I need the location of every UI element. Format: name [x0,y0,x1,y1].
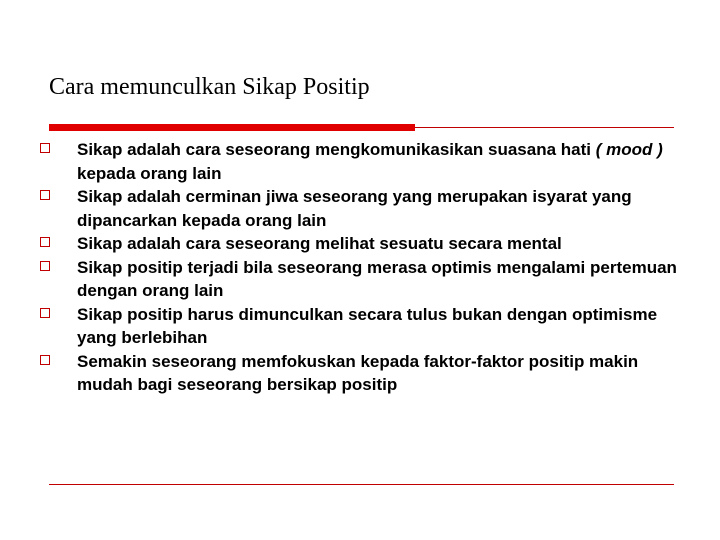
bullet-list [40,138,690,397]
hollow-square-icon [40,261,50,271]
hollow-square-icon [40,143,50,153]
bullet-text: Sikap positip harus dimunculkan secara tulus bukan dengan optimisme yang berlebihan [77,304,658,347]
hollow-square-icon [40,308,50,318]
footer-divider [49,484,674,485]
bullet-item [40,232,690,256]
bullet-text-end: kepada orang lain [77,163,222,183]
hollow-square-icon [40,190,50,200]
bullet-item [40,350,690,397]
bullet-item [40,303,690,350]
hollow-square-icon [40,237,50,247]
slide-title: Cara memunculkan Sikap Positip [49,74,370,100]
bullet-item [40,256,690,303]
bullet-item [40,138,690,185]
title-underline-accent [49,124,415,131]
bullet-text [77,140,663,183]
bullet-item [40,185,690,232]
bullet-text-start: Sikap adalah cara seseorang mengkomunikasikan suasana hati [77,140,596,159]
bullet-text: Semakin seseorang memfokuskan kepada faktor-faktor positip makin mudah bagi seseorang bersikap positip [77,351,639,394]
bullet-text: Sikap adalah cerminan jiwa seseorang yang merupakan isyarat yang dipancarkan kepada orang lain [77,187,632,230]
bullet-text: Sikap adalah cara seseorang melihat sesuatu secara mental [77,234,562,253]
bullet-text-italic: ( mood ) [595,140,663,159]
bullet-text: Sikap positip terjadi bila seseorang merasa optimis mengalami pertemuan dengan orang lain [77,257,677,300]
hollow-square-icon [40,355,50,365]
